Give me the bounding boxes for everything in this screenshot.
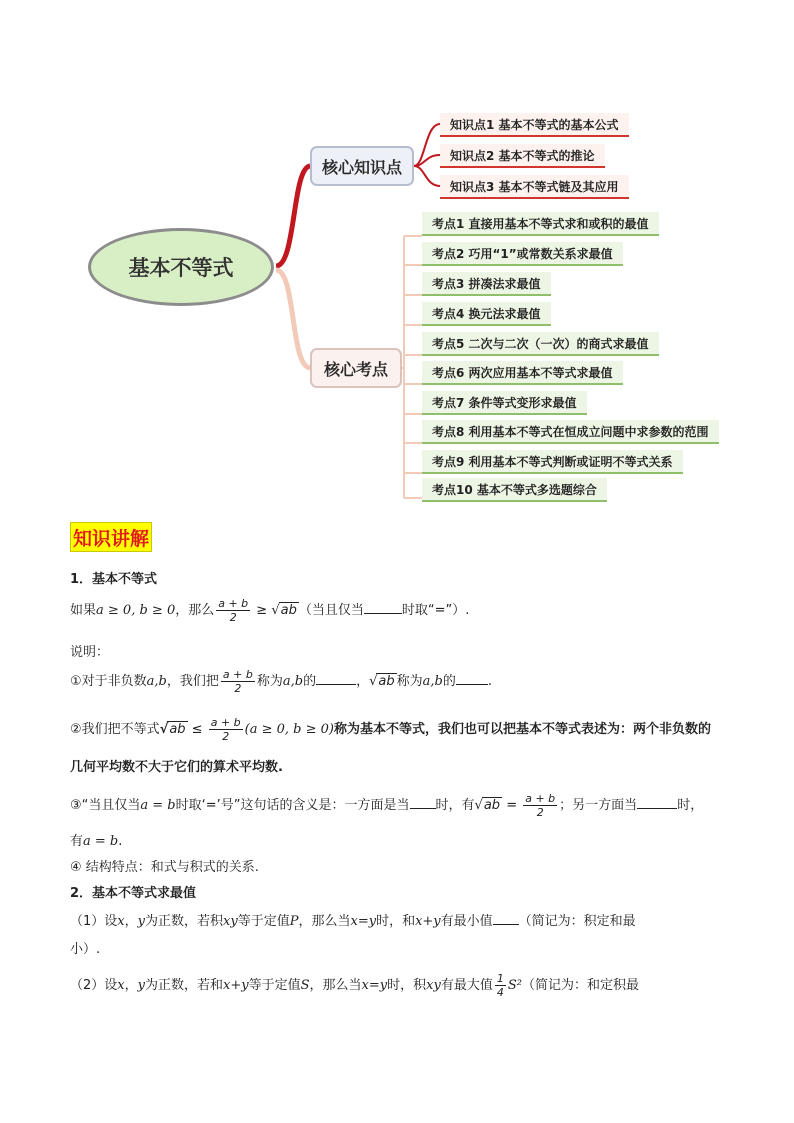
answer-blank[interactable]: [456, 672, 488, 685]
item-1-cont: 小）.: [70, 942, 101, 957]
note-1: ①对于非负数a,b，我们把 $\frac{a + b}{2}$ 称为a,b的 ，√ab 称为a,b的 .: [70, 668, 492, 695]
item-2: （2）设x，y为正数，若和x+y等于定值S，那么当x=y时，积xy有最大值 $\frac{1}{4}$ S²（简记为：和定积最: [70, 972, 639, 999]
exam-point-9: 考点9 利用基本不等式判断或证明不等式关系: [422, 450, 683, 474]
exam-point-5: 考点5 二次与二次（一次）的商式求最值: [422, 332, 659, 356]
exam-point-4: 考点4 换元法求最值: [422, 302, 551, 326]
answer-blank[interactable]: [637, 796, 677, 809]
exam-point-2: 考点2 巧用“1”或常数关系求最值: [422, 242, 623, 266]
answer-blank[interactable]: [493, 912, 519, 925]
heading-extremum: 2．基本不等式求最值: [70, 886, 197, 901]
connector-root-branch2: [276, 270, 310, 368]
knowledge-item-3: 知识点3 基本不等式链及其应用: [440, 175, 629, 199]
exam-point-6: 考点6 两次应用基本不等式求最值: [422, 361, 623, 385]
exam-point-10: 考点10 基本不等式多选题综合: [422, 478, 607, 502]
section-title: 知识讲解: [70, 522, 152, 552]
exam-point-8: 考点8 利用基本不等式在恒成立问题中求参数的范围: [422, 420, 719, 444]
heading-basic-inequality: 1．基本不等式: [70, 572, 158, 587]
knowledge-item-2: 知识点2 基本不等式的推论: [440, 144, 605, 168]
answer-blank[interactable]: [364, 601, 402, 614]
note-4: ④ 结构特点：和式与积式的关系.: [70, 860, 259, 875]
fraction: $\frac{a + b}{2}$: [218, 597, 249, 624]
note-2: ②我们把不等式√ab ≤ $\frac{a + b}{2}$ (a ≥ 0, b ≥ 0)称为基本不等式，我们也可以把基本不等式表述为：两个非负数的: [70, 716, 712, 743]
paragraph-definition: 如果a ≥ 0, b ≥ 0，那么 $\frac{a + b}{2}$ ≥ √ab （当且仅当 时取“=”）.: [70, 597, 470, 624]
mind-map: [0, 0, 794, 520]
mind-map-root: 基本不等式: [88, 228, 274, 306]
exam-point-1: 考点1 直接用基本不等式求和或积的最值: [422, 212, 659, 236]
exam-point-3: 考点3 拼凑法求最值: [422, 272, 551, 296]
answer-blank[interactable]: [410, 796, 436, 809]
branch-core-knowledge: 核心知识点: [310, 146, 414, 186]
knowledge-item-1: 知识点1 基本不等式的基本公式: [440, 113, 629, 137]
note-2-cont: 几何平均数不大于它们的算术平均数.: [70, 760, 283, 775]
branch-core-exam-points: 核心考点: [310, 348, 402, 388]
note-label: 说明：: [70, 645, 110, 660]
note-3: ③“当且仅当a = b时取‘=’号”这句话的含义是：一方面是当 时，有√ab = $\frac{a + b}{2}$ ；另一方面当 时，: [70, 792, 704, 819]
exam-point-7: 考点7 条件等式变形求最值: [422, 391, 587, 415]
item-1: （1）设x，y为正数，若积xy等于定值P，那么当x=y时，和x+y有最小值 （简记为：积定和最: [70, 914, 636, 929]
answer-blank[interactable]: [316, 672, 356, 685]
connector-root-branch1: [276, 166, 310, 266]
note-3-cont: 有a = b.: [70, 834, 123, 849]
